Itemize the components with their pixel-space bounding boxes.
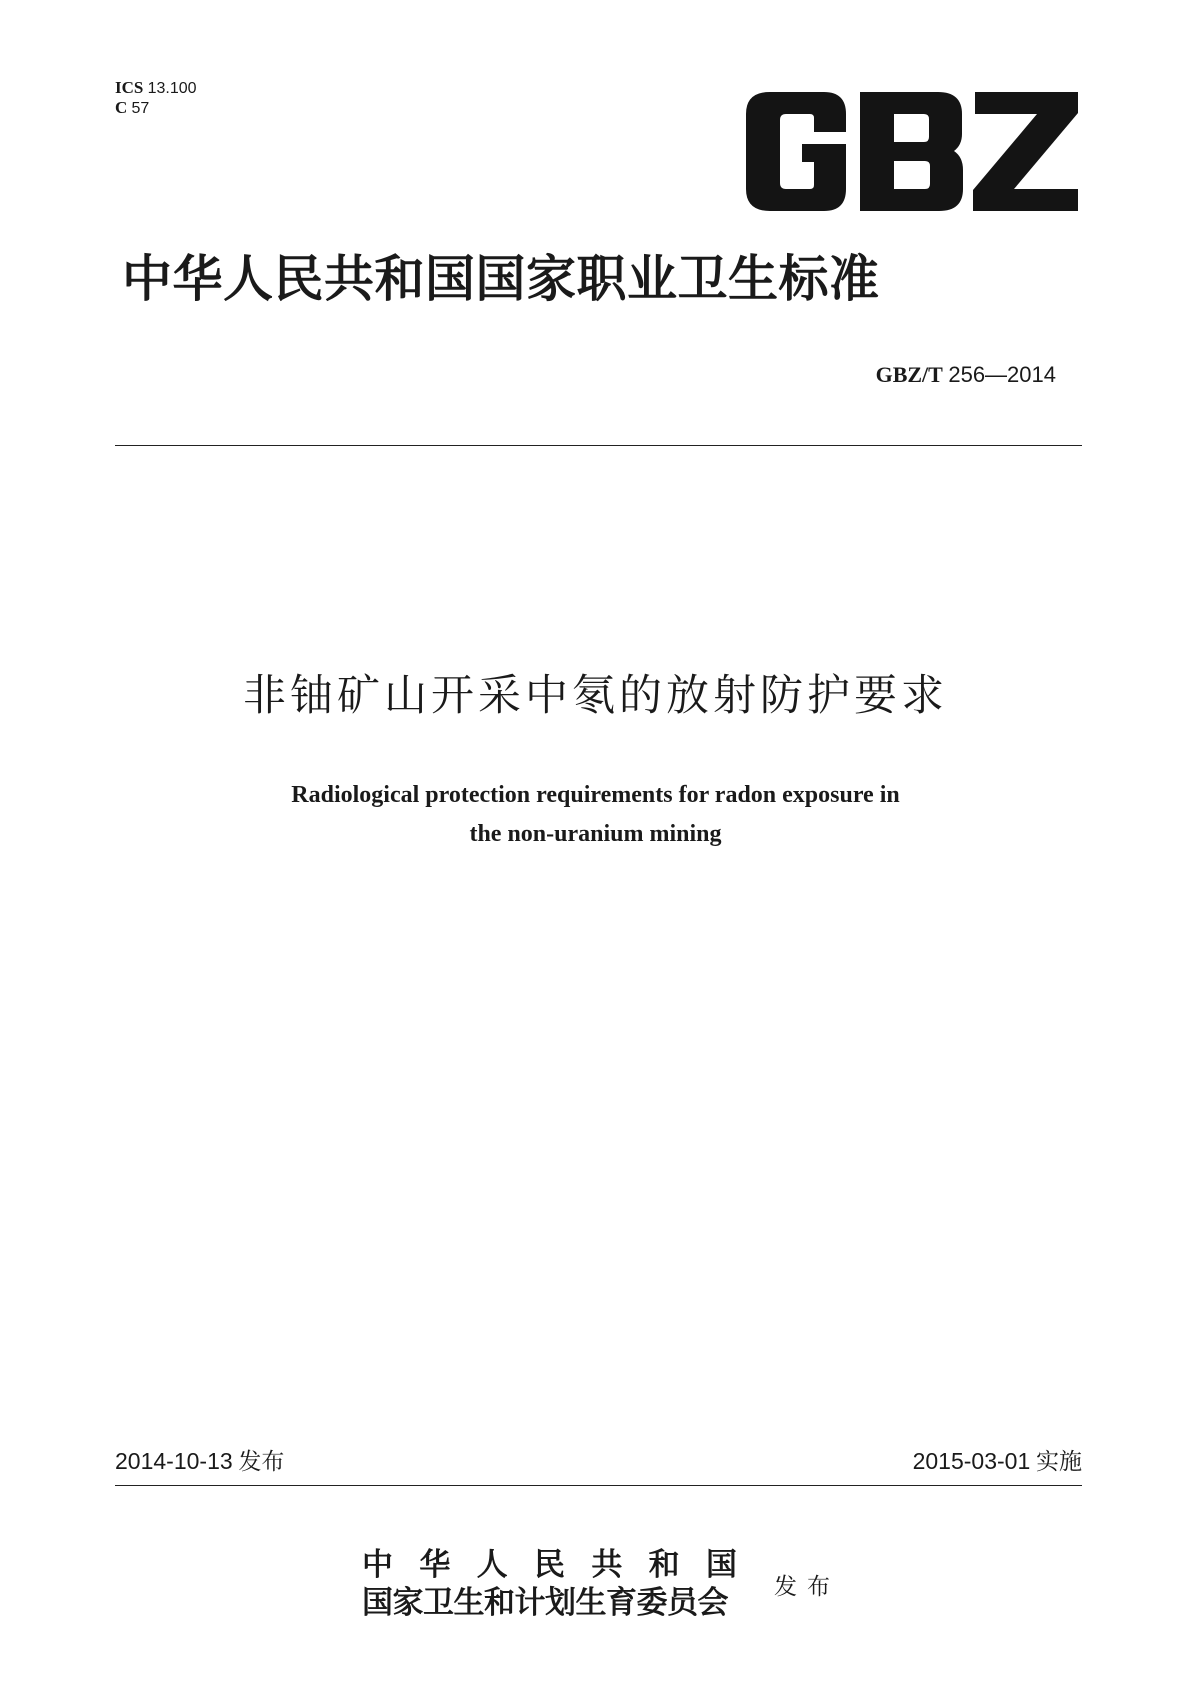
implement-date: 2015-03-01 <box>912 1448 1031 1474</box>
header-divider <box>115 445 1082 446</box>
implement-label: 实施 <box>1036 1449 1082 1475</box>
publish-label: 发布 <box>774 1574 840 1600</box>
issuer-char: 国 <box>705 1547 737 1583</box>
title-english-line-1: Radiological protection requirements for radon exposure in <box>291 782 900 808</box>
classification-code-line <box>115 98 149 119</box>
standard-number-value: 256—2014 <box>948 362 1056 387</box>
issuer-char: 共 <box>591 1547 623 1583</box>
classification-code: 57 <box>131 100 150 117</box>
issuer-char: 和 <box>648 1547 680 1583</box>
classification-label: C <box>115 98 128 117</box>
gbz-logo <box>742 92 1082 211</box>
issue-date: 2014-10-13 <box>115 1448 233 1474</box>
standard-category-title: 中华人民共和国国家职业卫生标准 <box>122 250 880 308</box>
issuer-char: 人 <box>476 1547 508 1583</box>
issuer-char: 华 <box>419 1547 451 1583</box>
standard-number-prefix: GBZ/T <box>875 362 943 387</box>
issue-label: 发布 <box>238 1449 285 1475</box>
implement-date-block <box>913 1446 1082 1477</box>
footer-divider <box>115 1485 1082 1486</box>
title-chinese: 非铀矿山开采中氡的放射防护要求 <box>243 671 948 721</box>
title-english-line-2: the non-uranium mining <box>469 821 722 847</box>
ics-code: 13.100 <box>147 80 197 97</box>
ics-label: ICS <box>115 78 144 97</box>
issuer-char: 民 <box>533 1547 565 1583</box>
issue-date-block <box>115 1446 284 1477</box>
issuer-char: 中 <box>362 1547 393 1583</box>
ics-code-line <box>115 78 197 99</box>
standard-number <box>876 362 1056 388</box>
issuer-commission: 国家卫生和计划生育委员会 <box>362 1585 728 1621</box>
issuer-country <box>362 1546 737 1584</box>
